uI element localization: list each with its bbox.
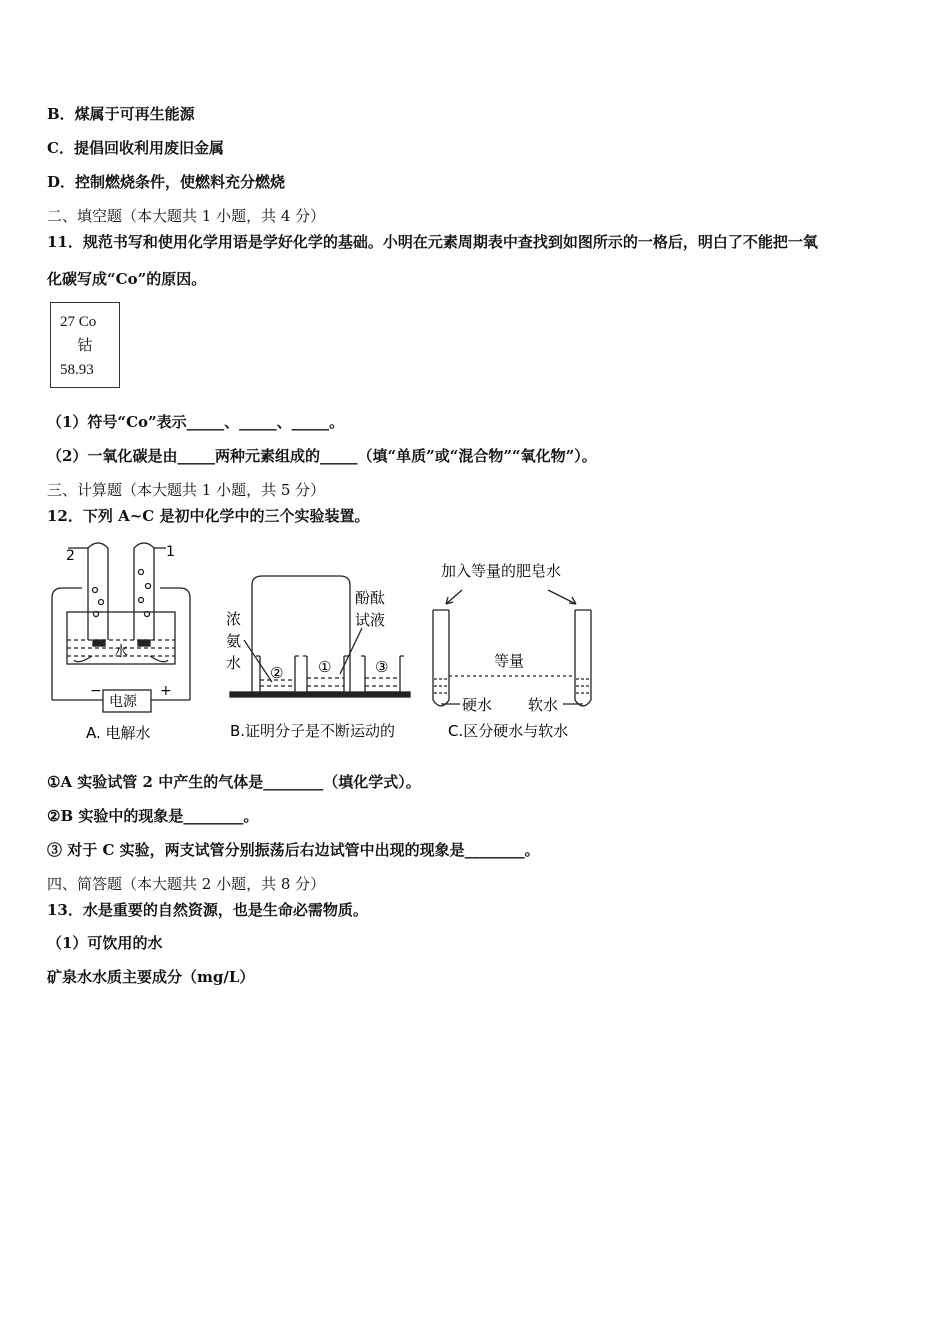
apparatus-c-hard-soft-water — [433, 590, 591, 706]
b-beaker-1-label: ① — [318, 658, 332, 676]
c-top-label: 加入等量的肥皂水 — [441, 562, 562, 580]
c-equal-label: 等量 — [494, 652, 525, 670]
element-name: 钴 — [77, 338, 93, 354]
c-soft-water-label: 软水 — [528, 696, 559, 714]
a-water-label: 水 — [114, 644, 128, 660]
b-phenol-label-1: 酚酞 — [355, 589, 386, 607]
option-b: B．煤属于可再生能源 — [47, 105, 195, 123]
c-caption: C.区分硬水与软水 — [448, 722, 569, 740]
b-beaker-3-label: ③ — [375, 658, 389, 676]
question-12-part-2: ②B 实验中的现象是________。 — [47, 807, 259, 825]
question-13-part-2: 矿泉水水质主要成分（mg/L） — [47, 968, 255, 986]
question-12-part-3: ③ 对于 C 实验，两支试管分别振荡后右边试管中出现的现象是________。 — [47, 841, 540, 859]
a-power-label: 电源 — [109, 694, 137, 710]
element-number-symbol: 27 Co — [60, 314, 97, 330]
question-11-part-2: （2）一氧化碳是由_____两种元素组成的_____（填“单质”或“混合物”“氧化物”）。 — [47, 447, 597, 465]
question-12: 12．下列 A~C 是初中化学中的三个实验装置。 — [47, 507, 370, 525]
section-2-heading: 二、填空题（本大题共 1 小题，共 4 分） — [47, 207, 326, 225]
b-ammonia-label-1: 浓 — [226, 610, 242, 628]
element-cell-cobalt — [50, 302, 120, 388]
option-c: C．提倡回收利用废旧金属 — [47, 139, 224, 157]
question-13: 13．水是重要的自然资源，也是生命必需物质。 — [47, 901, 368, 919]
a-minus-label: − — [90, 683, 102, 699]
a-tube-1-label: 1 — [166, 544, 175, 560]
b-caption: B.证明分子是不断运动的 — [230, 722, 396, 740]
section-3-heading: 三、计算题（本大题共 1 小题，共 5 分） — [47, 481, 326, 499]
b-phenol-label-2: 试液 — [355, 611, 386, 629]
question-11-part-1: （1）符号“Co”表示_____、_____、_____。 — [47, 413, 345, 431]
question-12-part-1: ①A 实验试管 2 中产生的气体是________（填化学式）。 — [47, 773, 421, 791]
b-ammonia-label-3: 水 — [226, 654, 242, 672]
element-mass: 58.93 — [60, 362, 94, 378]
question-11-line-1: 11．规范书写和使用化学用语是学好化学的基础。小明在元素周期表中查找到如图所示的一格后，明白了不能把一氧 — [47, 233, 818, 251]
experiment-figure — [0, 535, 950, 755]
a-tube-2-label: 2 — [66, 548, 75, 564]
c-hard-water-label: 硬水 — [462, 696, 493, 714]
option-d: D．控制燃烧条件，使燃料充分燃烧 — [47, 173, 286, 191]
b-beaker-2-label: ② — [270, 664, 284, 682]
question-13-part-1: （1）可饮用的水 — [47, 934, 163, 952]
a-plus-label: + — [160, 683, 172, 699]
question-11-line-2: 化碳写成“Co”的原因。 — [47, 270, 207, 288]
a-caption: A. 电解水 — [86, 724, 151, 742]
b-ammonia-label-2: 氨 — [226, 632, 242, 650]
section-4-heading: 四、简答题（本大题共 2 小题，共 8 分） — [47, 875, 326, 893]
